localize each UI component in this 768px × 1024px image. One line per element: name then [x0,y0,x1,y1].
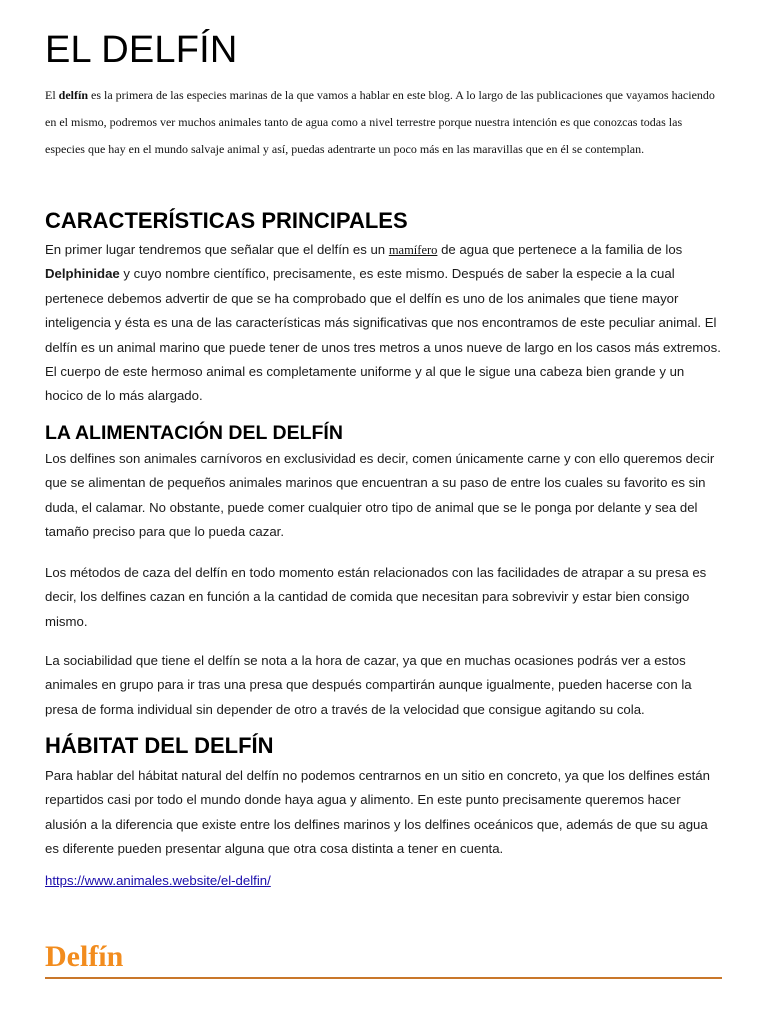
caracteristicas-paragraph [45,238,725,409]
caracteristicas-text-1: En primer lugar tendremos que señalar que el delfín es un [45,242,389,257]
page-title: EL DELFÍN [45,29,238,71]
alimentacion-paragraph-2: Los métodos de caza del delfín en todo momento están relacionados con las facilidades de atrapar a su presa es decir, los delfines cazan en función a la cantidad de comida que necesitan para sobrevivir y estar bien consigo mismo. [45,565,707,629]
intro-bold-term: delfín [58,88,89,102]
intro-text-start: El [45,88,59,102]
caracteristicas-text-2: de agua que pertenece a la familia de los [437,242,683,257]
caracteristicas-text-3: y cuyo nombre científico, precisamente, es este mismo. Después de saber la especie a la cual pertenece debemos advertir de que se ha comprobado que el delfín es uno de los animales que tiene mayor inteligencia y ésta es una de las características más significativas que nos encontramos de este peculiar animal. El delfín es un animal marino que puede tener de unos tres metros a unos nueve de largo en los casos más extremos. El cuerpo de este hermoso animal es completamente uniforme y al que le sigue una cabeza bien grande y un hocico de lo más alargado. [45,266,721,404]
alimentacion-paragraph-1: Los delfines son animales carnívoros en exclusividad es decir, comen únicamente carne y con ello queremos decir que se alimentan de pequeños animales marinos que encuentran a su paso de entre los cuales su favorito es sin duda, el calamar. No obstante, puede comer cualquier otro tipo de animal que se le ponga por delante y sea del tamaño preciso para que lo pueda cazar. [45,451,715,540]
heading-alimentacion: LA ALIMENTACIÓN DEL DELFÍN [45,422,343,444]
delphinidae-bold: Delphinidae [45,266,120,282]
source-link[interactable]: https://www.animales.website/el-delfin/ [45,873,271,888]
heading-underline-rule [45,977,722,979]
habitat-paragraph: Para hablar del hábitat natural del delfín no podemos centrarnos en un sitio en concreto, ya que los delfines están repartidos casi por todo el mundo donde haya agua y alimento. En este punto precisamente queremos hacer alusión a la diferencia que existe entre los delfines marinos y los delfines oceánicos que, además de que su agua es diferente pueden presentar alguna que otra cosa distinta a tener en cuenta. [45,768,710,857]
heading-habitat: HÁBITAT DEL DELFÍN [45,733,274,758]
heading-caracteristicas: CARACTERÍSTICAS PRINCIPALES [45,208,408,233]
intro-paragraph [45,82,725,164]
mamifero-link[interactable]: mamífero [388,243,438,257]
delfin-section-heading: Delfín [45,940,124,973]
alimentacion-paragraph-3: La sociabilidad que tiene el delfín se nota a la hora de cazar, ya que en muchas ocasiones podrás ver a estos animales en grupo para ir tras una presa que después compartirán aunque igualmente, pueden hacerse con la presa de forma individual sin depender de otro a través de la velocidad que consigue agitando su cola. [45,653,692,717]
intro-text-rest: es la primera de las especies marinas de la que vamos a hablar en este blog. A lo largo de las publicaciones que vayamos haciendo en el mismo, podremos ver muchos animales tanto de agua como a nivel terrestre porque nuestra intención es que conozcas todas las especies que hay en el mundo salvaje animal y así, puedas adentrarte un poco más en las maravillas que en él se contemplan. [45,88,715,157]
